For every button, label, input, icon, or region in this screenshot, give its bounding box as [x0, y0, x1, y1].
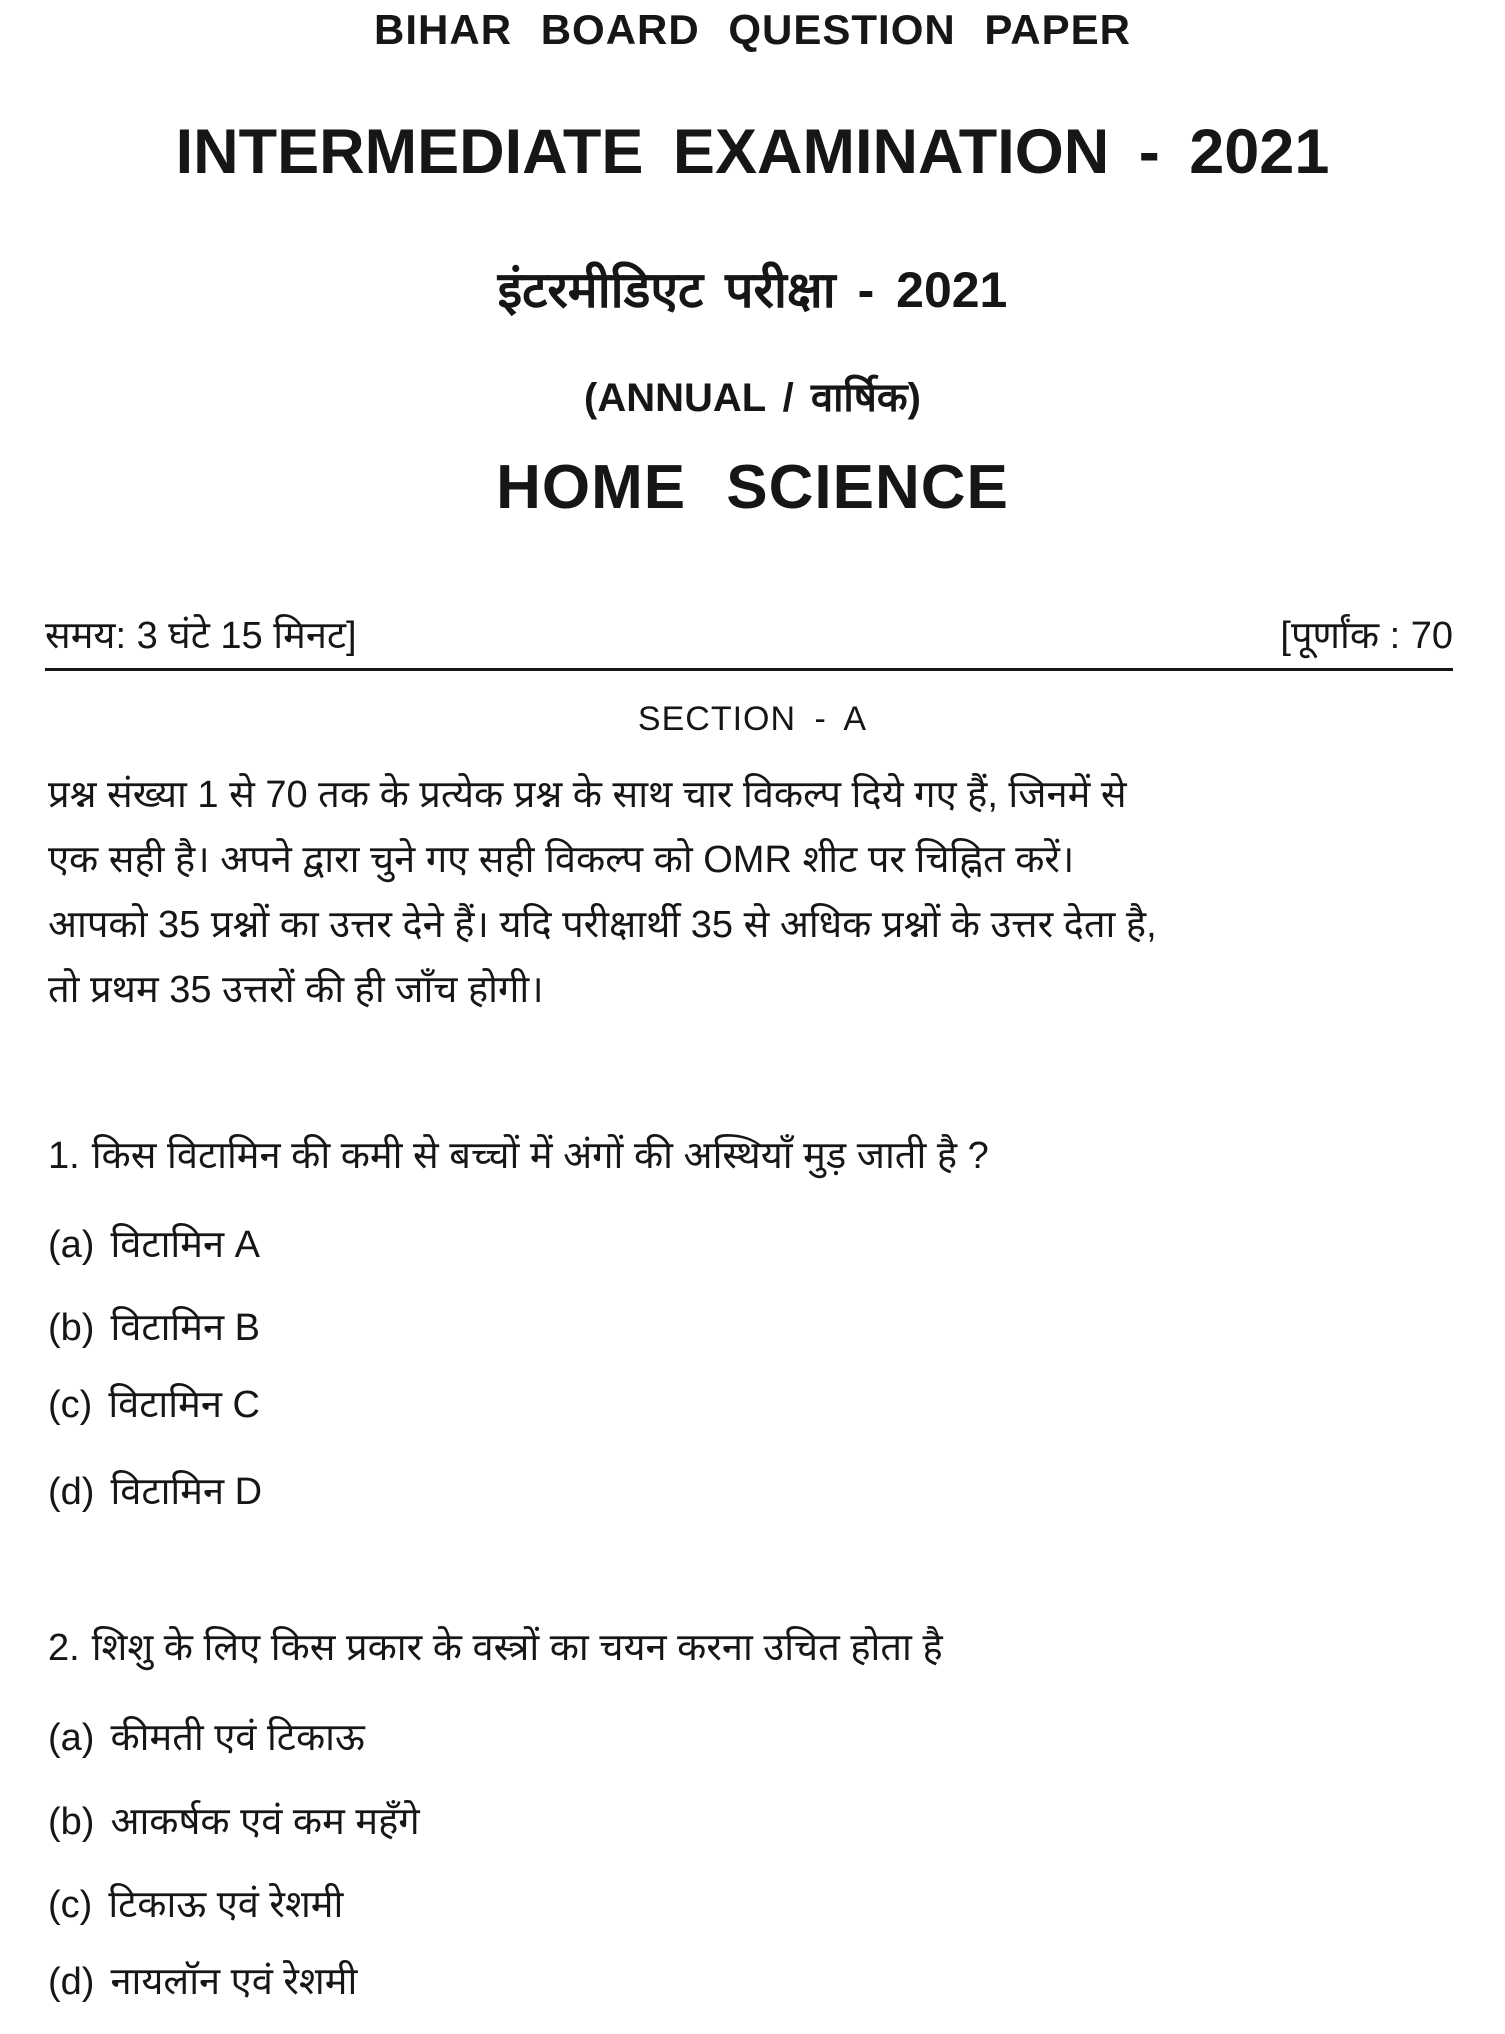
- question-2-number: 2.: [48, 1627, 80, 1669]
- question-1-option-a: [48, 1217, 260, 1269]
- option-text: टिकाऊ एवं रेशमी: [108, 1884, 344, 1926]
- instruction-line: एक सही है। अपने द्वारा चुने गए सही विकल्प को OMR शीट पर चिह्नित करें।: [48, 839, 1075, 881]
- time-marks-row: [45, 608, 1453, 671]
- option-text: नायलॉन एवं रेशमी: [110, 1961, 358, 2003]
- question-1-text: किस विटामिन की कमी से बच्चों में अंगों की अस्थियाँ मुड़ जाती है ?: [91, 1135, 989, 1177]
- option-marker: (a): [48, 1224, 95, 1266]
- option-text: विटामिन C: [108, 1384, 260, 1426]
- full-marks-label: [पूर्णांक : 70: [1280, 615, 1453, 657]
- instruction-line: प्रश्न संख्या 1 से 70 तक के प्रत्येक प्रश्न के साथ चार विकल्प दिये गए हैं, जिनमें से: [48, 774, 1127, 816]
- instructions-paragraph: [48, 770, 1455, 1030]
- board-title: BIHAR BOARD QUESTION PAPER: [374, 6, 1131, 53]
- question-1-option-c: [48, 1377, 260, 1429]
- instruction-line: आपको 35 प्रश्नों का उत्तर देने हैं। यदि परीक्षार्थी 35 से अधिक प्रश्नों के उत्तर देता है,: [48, 904, 1157, 946]
- option-text: आकर्षक एवं कम महँगे: [110, 1801, 420, 1843]
- option-text: विटामिन A: [110, 1224, 260, 1266]
- option-marker: (b): [48, 1307, 95, 1349]
- subject-title: HOME SCIENCE: [496, 453, 1009, 522]
- option-text: विटामिन B: [110, 1307, 260, 1349]
- option-marker: (d): [48, 1961, 95, 2003]
- question-2: [48, 1620, 943, 1672]
- option-marker: (c): [48, 1384, 93, 1426]
- option-marker: (d): [48, 1471, 95, 1513]
- instruction-line: तो प्रथम 35 उत्तरों की ही जाँच होगी।: [48, 969, 544, 1011]
- option-marker: (b): [48, 1801, 95, 1843]
- question-1: [48, 1128, 989, 1180]
- question-1-number: 1.: [48, 1135, 80, 1177]
- option-marker: (a): [48, 1717, 95, 1759]
- question-2-option-a: [48, 1710, 365, 1762]
- option-text: विटामिन D: [110, 1471, 263, 1513]
- question-2-option-d: [48, 1954, 357, 2006]
- time-label: समय: 3 घंटे 15 मिनट]: [45, 615, 357, 657]
- question-2-option-b: [48, 1794, 420, 1846]
- question-1-option-d: [48, 1464, 262, 1516]
- question-2-text: शिशु के लिए किस प्रकार के वस्त्रों का चयन करना उचित होता है: [91, 1627, 943, 1669]
- exam-title-english: INTERMEDIATE EXAMINATION - 2021: [175, 117, 1330, 187]
- section-title: SECTION - A: [637, 700, 868, 738]
- annual-subtitle: (ANNUAL / वार्षिक): [584, 376, 921, 420]
- option-marker: (c): [48, 1884, 93, 1926]
- question-2-option-c: [48, 1877, 343, 1929]
- option-text: कीमती एवं टिकाऊ: [110, 1717, 365, 1759]
- exam-title-hindi: इंटरमीडिएट परीक्षा - 2021: [497, 262, 1008, 318]
- question-1-option-b: [48, 1300, 260, 1352]
